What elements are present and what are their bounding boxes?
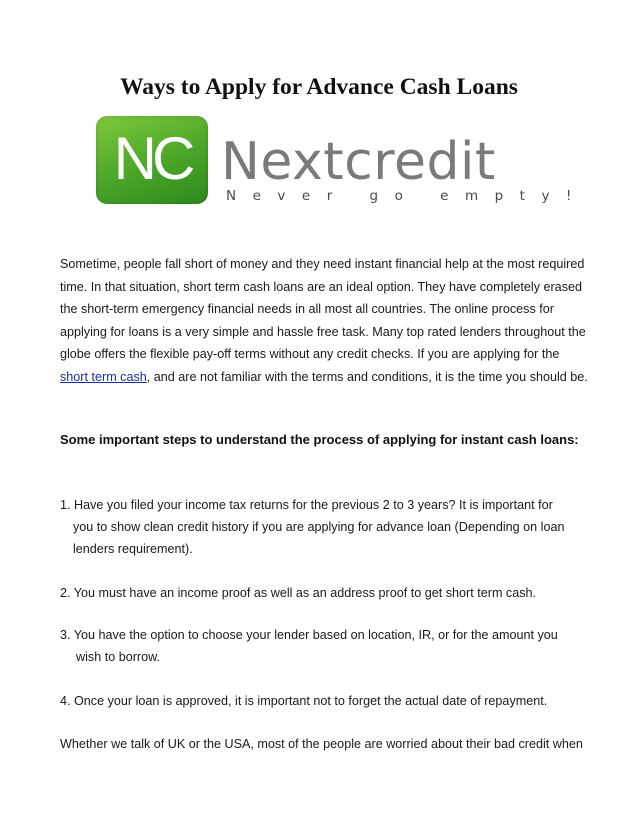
step-3-text: 3. You have the option to choose your lender based on location, IR, or for the amount you: [60, 628, 558, 642]
step-item-1: [60, 494, 590, 560]
step-3-continuation: wish to borrow.: [76, 650, 160, 664]
step-1-continuation: you to show clean credit history if you are applying for advance loan (Depending on loan lenders requirement).: [73, 520, 565, 556]
step-4-text: 4. Once your loan is approved, it is important not to forget the actual date of repayment.: [60, 694, 548, 708]
intro-text-after: , and are not familiar with the terms and conditions, it is the time you should be.: [146, 369, 588, 384]
intro-text-before: Sometime, people fall short of money and they need instant financial help at the most required time. In that situation, short term cash loans are an ideal option. They have completely erased the short-term emergency financial needs in all most all countries. The online process for applying for loans is a very simple and hassle free task. Many top rated lenders throughout the globe offers the flexible pay-off terms without any credit checks. If you are applying for the: [60, 257, 586, 361]
closing-paragraph: Whether we talk of UK or the USA, most of the people are worried about their bad credit when: [60, 737, 583, 751]
intro-paragraph: [60, 253, 590, 388]
logo-mark: [96, 116, 208, 204]
page-title: Ways to Apply for Advance Cash Loans: [120, 74, 518, 100]
nextcredit-logo: [96, 116, 588, 208]
step-1-text: 1. Have you filed your income tax returns for the previous 2 to 3 years? It is important for: [60, 498, 553, 512]
logo-mark-text: NC: [113, 125, 191, 192]
short-term-cash-link[interactable]: short term cash: [60, 369, 147, 384]
step-2-text: 2. You must have an income proof as well as an address proof to get short term cash.: [60, 586, 537, 600]
step-item-3: [60, 624, 590, 668]
step-item-4: [60, 690, 590, 712]
section-heading: Some important steps to understand the process of applying for instant cash loans:: [60, 432, 579, 447]
logo-wordmark: Nextcredit: [221, 132, 496, 192]
logo-tagline: Never go empty!: [226, 188, 588, 204]
step-item-2: [60, 582, 590, 604]
